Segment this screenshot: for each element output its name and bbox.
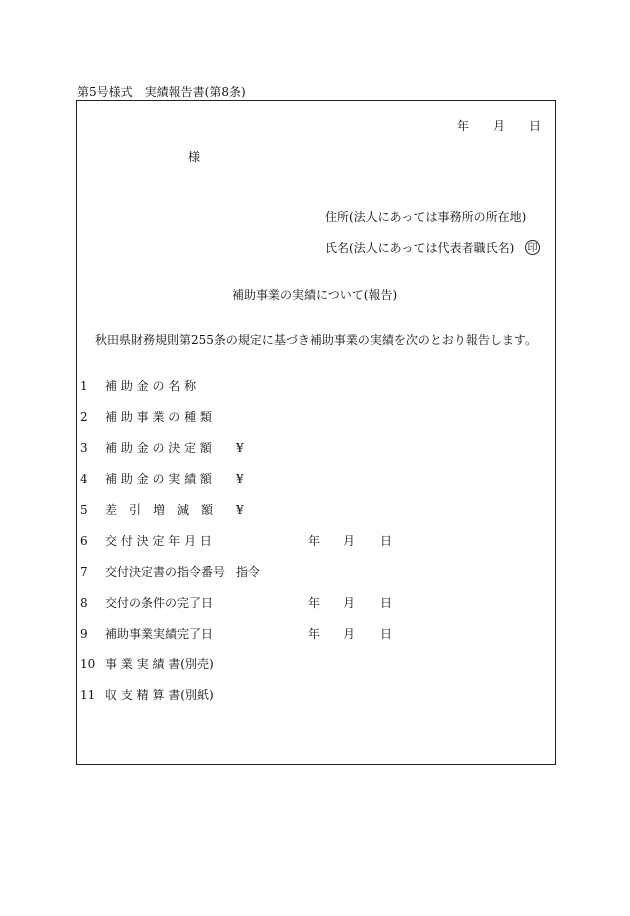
item-number: 8 xyxy=(80,596,88,610)
header-date xyxy=(457,119,469,133)
item-number: 4 xyxy=(80,472,88,486)
item-label-settlement-statement: 収 支 精 算 書(別紙) xyxy=(105,688,214,702)
address-label: 住所(法人にあっては事務所の所在地) xyxy=(325,210,527,224)
item-label-difference: 差 引 増 減 額 xyxy=(105,503,214,517)
item-number: 3 xyxy=(80,441,88,455)
item-number: 7 xyxy=(80,565,88,579)
order-prefix: 指令 xyxy=(236,565,261,579)
item-number: 9 xyxy=(80,627,88,641)
header-year-label: 年 xyxy=(457,119,470,133)
header-month-label: 月 xyxy=(493,119,506,133)
item-number: 5 xyxy=(80,503,88,517)
document-title: 補助事業の実績について(報告) xyxy=(232,288,398,302)
item-label-order-number: 交付決定書の指令番号 xyxy=(105,565,226,579)
month-label: 月 xyxy=(343,596,356,610)
yen-sign: ¥ xyxy=(236,472,244,486)
yen-sign: ¥ xyxy=(236,441,244,455)
yen-sign: ¥ xyxy=(236,503,244,517)
day-label: 日 xyxy=(380,534,393,548)
addressee-suffix: 様 xyxy=(188,150,201,164)
item-label-subsidy-name: 補 助 金 の 名 称 xyxy=(105,379,197,393)
item-label-actual-amount: 補 助 金 の 実 績 額 xyxy=(105,472,212,486)
month-label: 月 xyxy=(343,534,356,548)
item-number: 2 xyxy=(80,410,88,424)
item-number: 11 xyxy=(80,688,96,702)
name-label: 氏名(法人にあっては代表者職氏名) xyxy=(325,241,515,255)
form-number-caption: 第5号様式 実績報告書(第8条) xyxy=(77,85,246,99)
year-label: 年 xyxy=(308,534,321,548)
item-label-condition-completion-date: 交付の条件の完了日 xyxy=(105,596,214,610)
item-label-project-report: 事 業 実 績 書(別売) xyxy=(105,657,214,671)
item-number: 1 xyxy=(80,379,88,393)
item-label-project-type: 補 助 事 業 の 種 類 xyxy=(105,410,212,424)
day-label: 日 xyxy=(380,596,393,610)
header-day-label: 日 xyxy=(529,119,542,133)
item-number: 10 xyxy=(80,657,96,671)
item-label-project-completion-date: 補助事業実績完了日 xyxy=(105,627,214,641)
day-label: 日 xyxy=(380,627,393,641)
item-label-decided-amount: 補 助 金 の 決 定 額 xyxy=(105,441,212,455)
item-number: 6 xyxy=(80,534,88,548)
year-label: 年 xyxy=(308,596,321,610)
seal-mark: 印 xyxy=(525,240,540,255)
item-label-decision-date: 交 付 決 定 年 月 日 xyxy=(105,534,212,548)
year-label: 年 xyxy=(308,627,321,641)
report-body-text: 秋田県財務規則第255条の規定に基づき補助事業の実績を次のとおり報告します。 xyxy=(95,333,537,347)
month-label: 月 xyxy=(343,627,356,641)
